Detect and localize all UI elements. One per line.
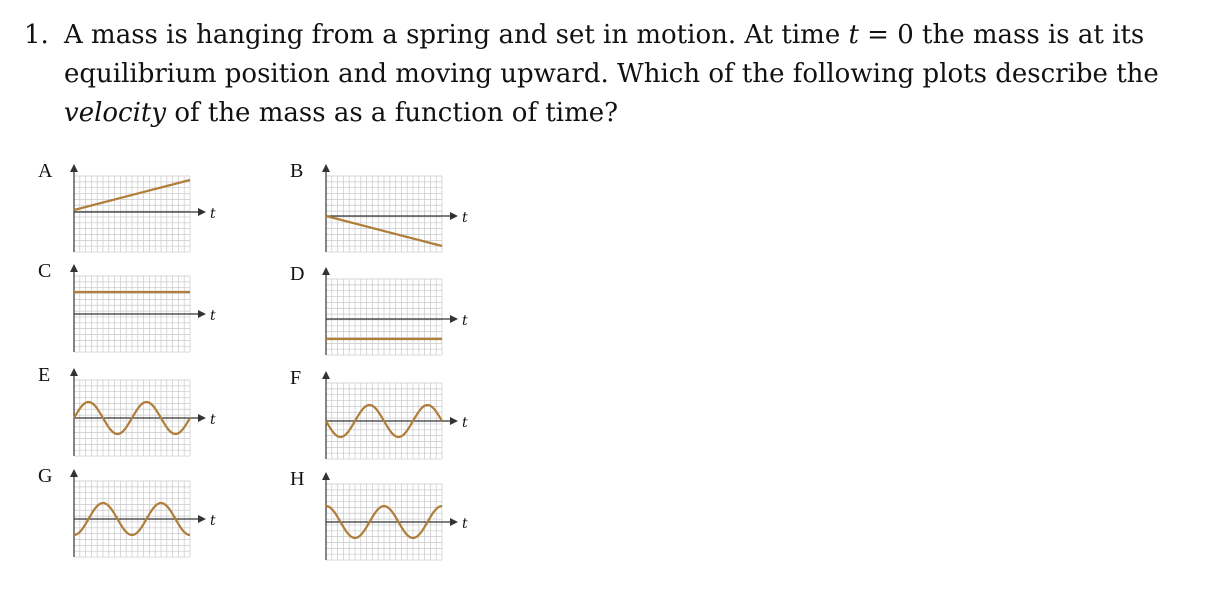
question-t-var: t <box>848 20 859 50</box>
option-e[interactable] <box>38 364 238 464</box>
y-axis-arrow <box>70 469 78 477</box>
x-axis-arrow <box>450 518 458 526</box>
x-axis-label: t <box>210 308 216 324</box>
option-h-plot <box>290 468 490 568</box>
question-text-part2: = 0 the mass is at its equilibrium position and moving upward. Which of the following plots describe the <box>64 20 1159 89</box>
question-number: 1. <box>24 20 49 50</box>
x-axis-label: t <box>210 513 216 529</box>
question <box>24 16 1194 133</box>
grid <box>74 176 190 252</box>
option-e-label: E <box>38 364 51 386</box>
question-text-part1: A mass is hanging from a spring and set in motion. At time <box>64 20 849 50</box>
x-axis-label: t <box>210 206 216 222</box>
option-c[interactable] <box>38 260 238 360</box>
y-axis-arrow <box>322 267 330 275</box>
x-axis-arrow <box>450 212 458 220</box>
x-axis-arrow <box>198 414 206 422</box>
option-a[interactable] <box>38 160 238 260</box>
option-h-label: H <box>290 468 305 490</box>
option-f[interactable] <box>290 367 490 467</box>
y-axis-arrow <box>322 472 330 480</box>
option-f-plot <box>290 367 490 467</box>
y-axis-arrow <box>322 371 330 379</box>
option-d-plot <box>290 263 490 363</box>
option-c-plot <box>38 260 238 360</box>
option-b[interactable] <box>290 160 490 260</box>
option-a-plot <box>38 160 238 260</box>
option-f-label: F <box>290 367 302 389</box>
x-axis-arrow <box>198 208 206 216</box>
y-axis-arrow <box>70 368 78 376</box>
option-e-plot <box>38 364 238 464</box>
y-axis-arrow <box>70 164 78 172</box>
x-axis-label: t <box>462 313 468 329</box>
option-b-label: B <box>290 160 304 182</box>
option-h[interactable] <box>290 468 490 568</box>
x-axis-arrow <box>450 417 458 425</box>
option-d[interactable] <box>290 263 490 363</box>
x-axis-label: t <box>462 415 468 431</box>
x-axis-arrow <box>198 515 206 523</box>
option-g-label: G <box>38 465 53 487</box>
x-axis-arrow <box>450 315 458 323</box>
grid <box>326 279 442 355</box>
x-axis-label: t <box>462 210 468 226</box>
y-axis-arrow <box>70 264 78 272</box>
question-text-part3: of the mass as a function of time? <box>166 98 619 128</box>
option-g-plot <box>38 465 238 565</box>
x-axis-arrow <box>198 310 206 318</box>
option-a-label: A <box>38 160 53 182</box>
question-velocity-word: velocity <box>64 98 167 128</box>
question-text <box>64 16 1194 133</box>
option-d-label: D <box>290 263 305 285</box>
option-g[interactable] <box>38 465 238 565</box>
option-c-label: C <box>38 260 52 282</box>
y-axis-arrow <box>322 164 330 172</box>
x-axis-label: t <box>210 412 216 428</box>
x-axis-label: t <box>462 516 468 532</box>
option-b-plot <box>290 160 490 260</box>
